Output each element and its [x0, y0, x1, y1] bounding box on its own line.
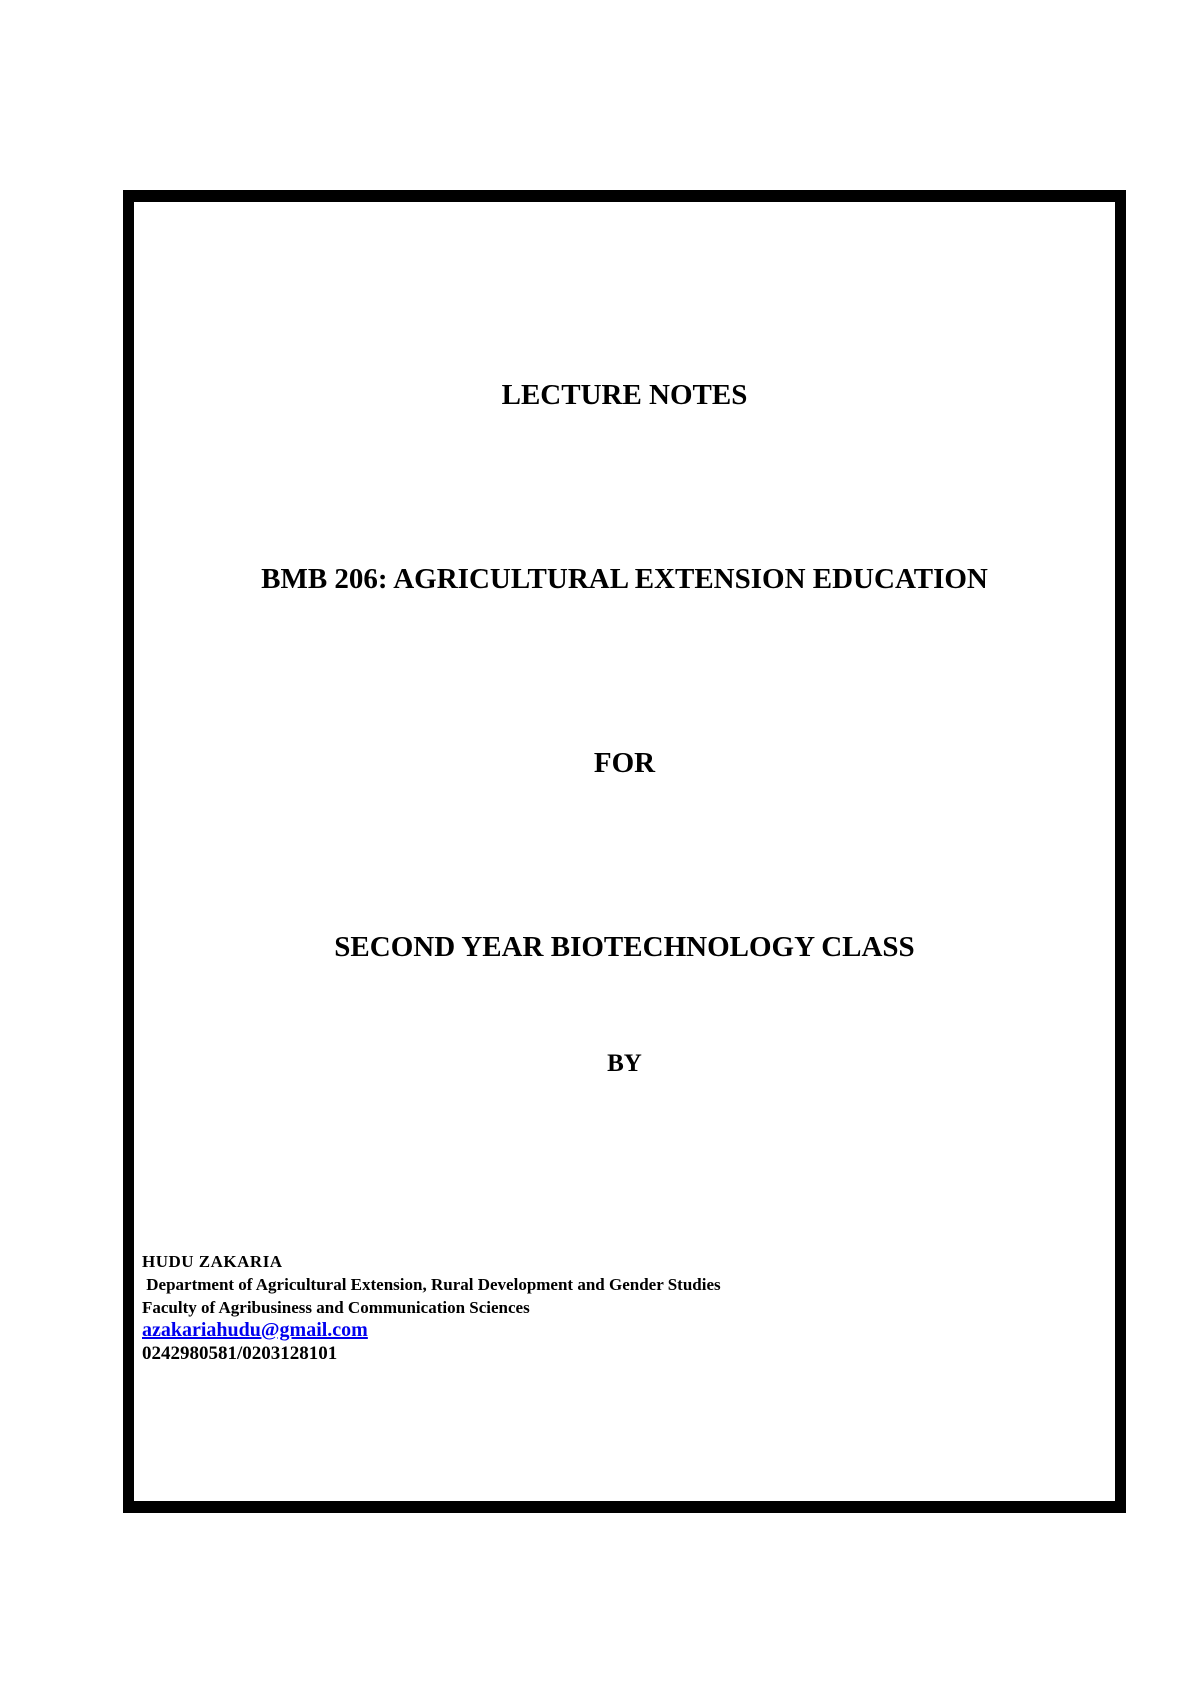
author-department: Department of Agricultural Extension, Rural Development and Gender Studies [142, 1275, 721, 1294]
audience-label: SECOND YEAR BIOTECHNOLOGY CLASS [334, 931, 915, 963]
author-name: HUDU ZAKARIA [142, 1252, 283, 1271]
cover-title: LECTURE NOTES [501, 379, 748, 411]
author-email-link[interactable]: azakariahudu@gmail.com [142, 1319, 368, 1341]
author-info [142, 1250, 721, 1365]
by-label: BY [607, 1050, 642, 1077]
course-title: BMB 206: AGRICULTURAL EXTENSION EDUCATION [261, 563, 988, 595]
author-faculty: Faculty of Agribusiness and Communication Sciences [142, 1298, 530, 1317]
author-phone: 0242980581/0203128101 [142, 1343, 338, 1364]
for-label: FOR [593, 747, 656, 779]
